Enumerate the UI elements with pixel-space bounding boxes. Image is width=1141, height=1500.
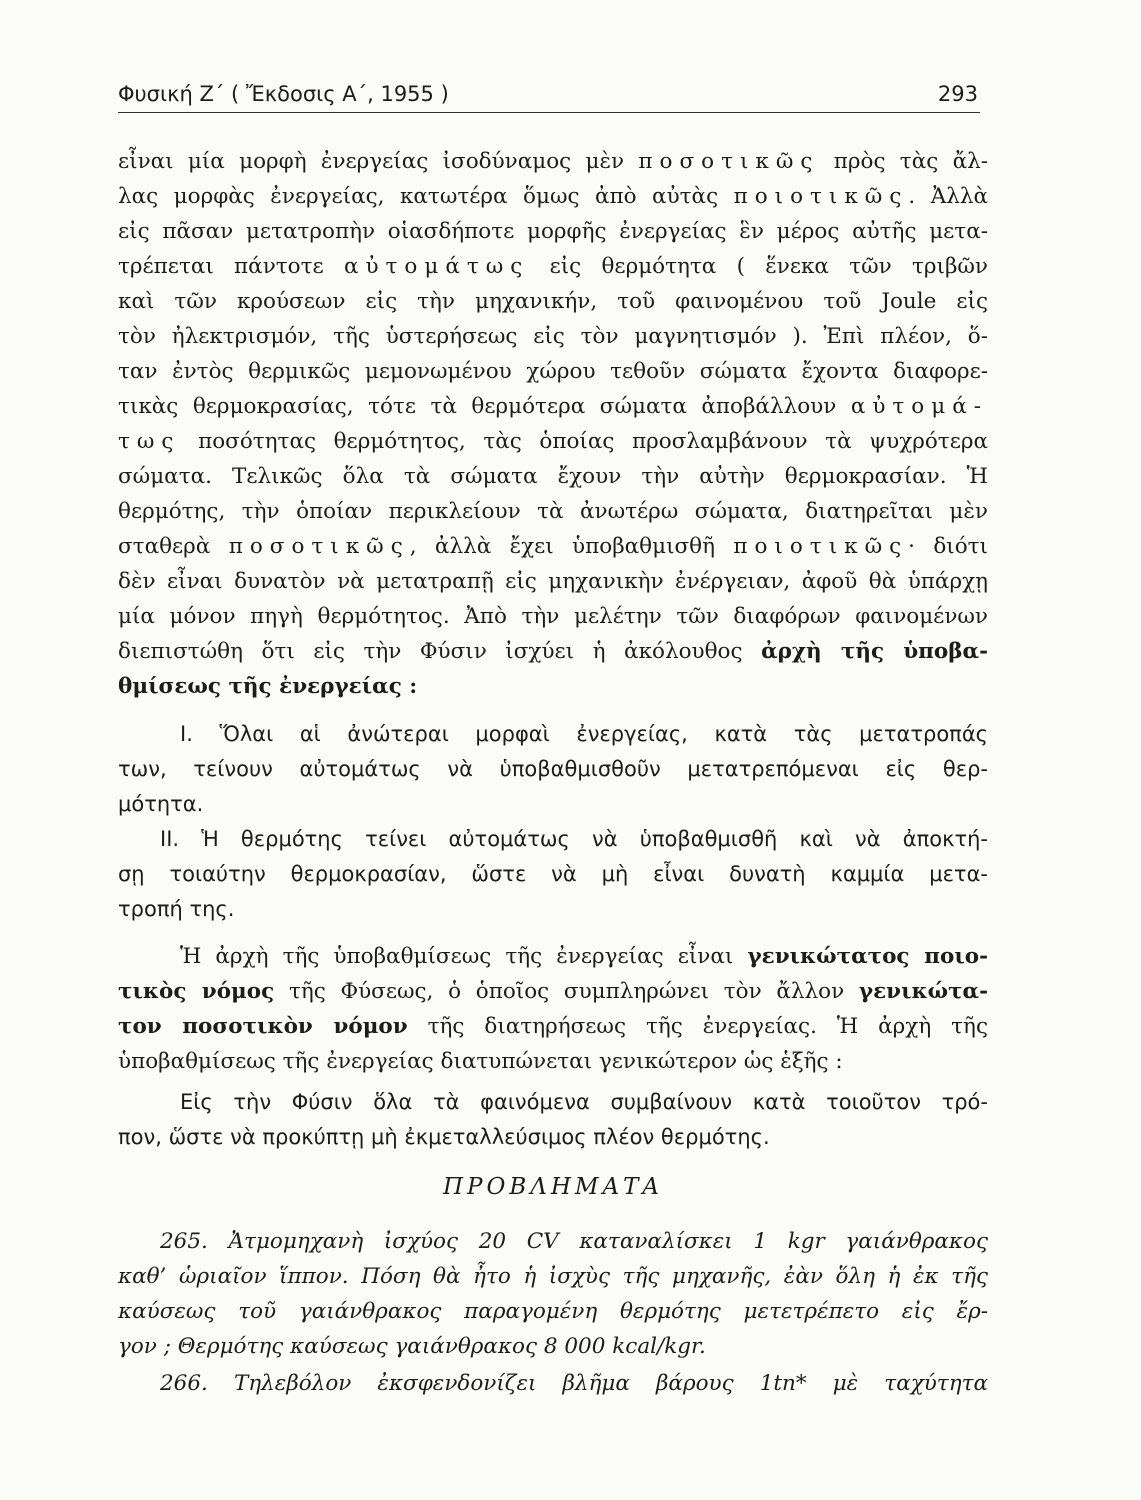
list-item-line: II. Ἡ θερμότης τείνει αὐτομάτως νὰ ὑποβαθμισθῆ καὶ νὰ ἀποκτή- [160, 827, 988, 851]
bold-term: γενικώτατος ποιο- [747, 944, 988, 969]
text-line: τικὸς νόμος τῆς Φύσεως, ὁ ὁποῖος συμπληρώνει τὸν ἄλλον γενικώτα- [118, 979, 988, 1004]
spaced-word: τως [118, 429, 181, 454]
spaced-word: ποσοτικῶς [228, 534, 410, 559]
list-item-line: σῃ τοιαύτην θερμοκρασίαν, ὥστε νὰ μὴ εἶναι δυνατὴ καμμία μετα- [118, 862, 988, 886]
bold-term: γενικώτα- [858, 979, 988, 1004]
spaced-word: ποιοτικῶς [733, 184, 909, 209]
list-item-line: των, τείνουν αὐτομάτως νὰ ὑποβαθμισθοῦν μετατρεπόμεναι εἰς θερ- [118, 757, 988, 781]
text-line: εἶναι μία μορφὴ ἐνεργείας ἰσοδύναμος μὲν ποσοτικῶς πρὸς τὰς ἄλ- [118, 149, 988, 174]
text-line: σταθερὰ ποσοτικῶς, ἀλλὰ ἔχει ὑποβαθμισθῆ ποιοτικῶς· διότι [118, 534, 988, 559]
text-line: δὲν εἶναι δυνατὸν νὰ μετατραπῇ εἰς μηχανικὴν ἐνέργειαν, ἀφοῦ θὰ ὑπάρχῃ [118, 569, 988, 594]
list-item-line: μότητα. [118, 792, 204, 816]
text-line: μία μόνον πηγὴ θερμότητος. Ἀπὸ τὴν μελέτην τῶν διαφόρων φαινομένων [118, 604, 988, 629]
problem-line: καθ’ ὡριαῖον ἵππον. Πόση θὰ ἦτο ἡ ἰσχὺς τῆς μηχανῆς, ἐὰν ὅλη ἡ ἐκ τῆς [118, 1264, 988, 1289]
bold-term: ἀρχὴ τῆς ὑποβα- [761, 639, 988, 664]
page-number: 293 [937, 82, 978, 106]
problem-line: καύσεως τοῦ γαιάνθρακος παραγομένη θερμότης μετετρέπετο εἰς ἔρ- [118, 1299, 988, 1324]
spaced-word: αὐτομά- [850, 394, 988, 419]
text-line: θερμότης, τὴν ὁποίαν περικλείουν τὰ ἀνωτέρω σώματα, διατηρεῖται μὲν [118, 499, 988, 524]
problem-line: 266. Τηλεβόλον ἐκσφενδονίζει βλῆμα βάρους 1tn* μὲ ταχύτητα [160, 1371, 988, 1396]
law-statement-line: πον, ὥστε νὰ προκύπτῃ μὴ ἐκμεταλλεύσιμος πλέον θερμότης. [118, 1125, 770, 1149]
text-line: Ἡ ἀρχὴ τῆς ὑποβαθμίσεως τῆς ἐνεργείας εἶναι γενικώτατος ποιο- [180, 944, 988, 969]
header-title: Φυσική Ζ΄ ( Ἔκδοσις Α΄, 1955 ) [118, 82, 449, 106]
text-line: διεπιστώθη ὅτι εἰς τὴν Φύσιν ἰσχύει ἡ ἀκόλουθος ἀρχὴ τῆς ὑποβα- [118, 639, 988, 664]
bold-term: τικὸς νόμος [118, 979, 275, 1004]
text-line: λας μορφὰς ἐνεργείας, κατωτέρα ὅμως ἀπὸ αὐτὰς ποιοτικῶς. Ἀλλὰ [118, 184, 988, 209]
text-line: ὑποβαθμίσεως τῆς ἐνεργείας διατυπώνεται γενικώτερον ὡς ἑξῆς : [118, 1049, 843, 1074]
section-heading: ΠΡΟΒΛΗΜΑΤΑ [442, 1174, 664, 1200]
text-line: εἰς πᾶσαν μετατροπὴν οἱασδήποτε μορφῆς ἐνεργείας ἓν μέρος αὐτῆς μετα- [118, 219, 988, 244]
problem-line: 265. Ἀτμομηχανὴ ἰσχύος 20 CV καταναλίσκει 1 kgr γαιάνθρακος [160, 1229, 988, 1254]
spaced-word: ποιοτικῶς [733, 534, 909, 559]
text-line: καὶ τῶν κρούσεων εἰς τὴν μηχανικήν, τοῦ φαινομένου τοῦ Joule εἰς [118, 289, 988, 314]
text-line [118, 670, 988, 704]
spaced-word: αὐτομάτως [343, 254, 530, 279]
running-header [118, 80, 980, 113]
text-line: τὸν ἠλεκτρισμόν, τῆς ὑστερήσεως εἰς τὸν μαγνητισμόν ). Ἐπὶ πλέον, ὅ- [118, 324, 988, 349]
text-line: ταν ἐντὸς θερμικῶς μεμονωμένου χώρου τεθοῦν σώματα ἔχοντα διαφορε- [118, 359, 988, 384]
text-line: τον ποσοτικὸν νόμον τῆς διατηρήσεως τῆς ἐνεργείας. Ἡ ἀρχὴ τῆς [118, 1014, 988, 1039]
list-item-line: I. Ὅλαι αἱ ἀνώτεραι μορφαὶ ἐνεργείας, κατὰ τὰς μετατροπάς [180, 722, 988, 746]
bold-term: θμίσεως τῆς ἐνεργείας : [118, 674, 418, 699]
spaced-word: ποσοτικῶς [638, 149, 820, 174]
text-line: τως ποσότητας θερμότητος, τὰς ὁποίας προσλαμβάνουν τὰ ψυχρότερα [118, 429, 988, 454]
text-line: τικὰς θερμοκρασίας, τότε τὰ θερμότερα σώματα ἀποβάλλουν αὐτομά- [118, 394, 988, 419]
text-line: τρέπεται πάντοτε αὐτομάτως εἰς θερμότητα ( ἕνεκα τῶν τριβῶν [118, 254, 988, 279]
problem-line: γον ; Θερμότης καύσεως γαιάνθρακος 8 000 kcal/kgr. [118, 1334, 706, 1359]
bold-term: τον ποσοτικὸν νόμον [118, 1014, 408, 1039]
text-line: σώματα. Τελικῶς ὅλα τὰ σώματα ἔχουν τὴν αὐτὴν θερμοκρασίαν. Ἡ [118, 464, 988, 489]
law-statement-line: Εἰς τὴν Φύσιν ὅλα τὰ φαινόμενα συμβαίνουν κατὰ τοιοῦτον τρό- [180, 1090, 988, 1114]
list-item-line: τροπή της. [118, 897, 235, 921]
